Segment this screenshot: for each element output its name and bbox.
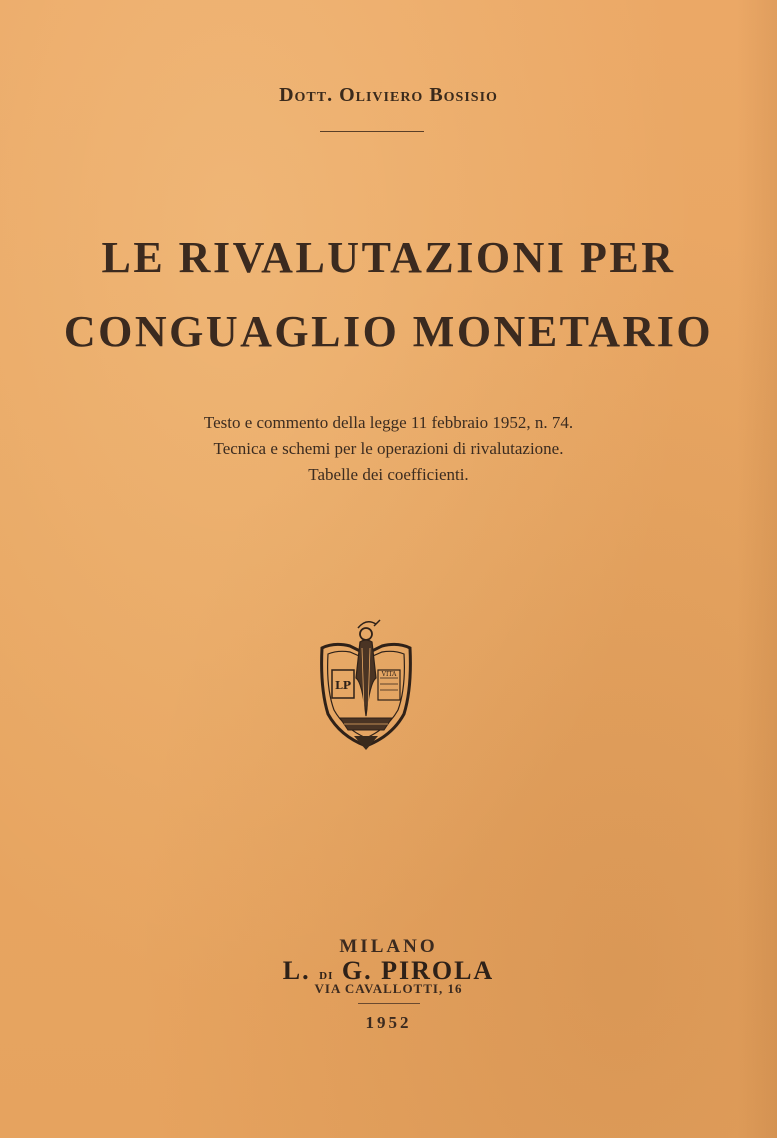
author-name: Dott. Oliviero Bosisio	[279, 84, 498, 106]
publication-city: MILANO	[339, 936, 438, 957]
title-line-1: LE RIVALUTAZIONI PER	[101, 233, 676, 282]
publication-year: 1952	[365, 1013, 412, 1032]
top-divider	[320, 131, 424, 132]
subtitle-line-3: Tabelle dei coefficienti.	[308, 465, 469, 484]
bottom-divider	[358, 1003, 420, 1004]
publisher-main-name: G. PIROLA	[341, 956, 495, 985]
title-line-2: CONGUAGLIO MONETARIO	[63, 307, 714, 356]
publisher-di: di	[319, 967, 334, 983]
svg-text:VITA: VITA	[381, 671, 397, 678]
publisher-prefix: L.	[282, 956, 311, 985]
publisher-emblem-icon	[314, 618, 418, 758]
subtitle-line-2: Tecnica e schemi per le operazioni di rivalutazione.	[213, 439, 564, 458]
svg-text:LP: LP	[334, 679, 352, 692]
publisher-address: VIA CAVALLOTTI, 16	[314, 981, 463, 996]
subtitle-line-1: Testo e commento della legge 11 febbraio 1952, n. 74.	[203, 413, 574, 432]
